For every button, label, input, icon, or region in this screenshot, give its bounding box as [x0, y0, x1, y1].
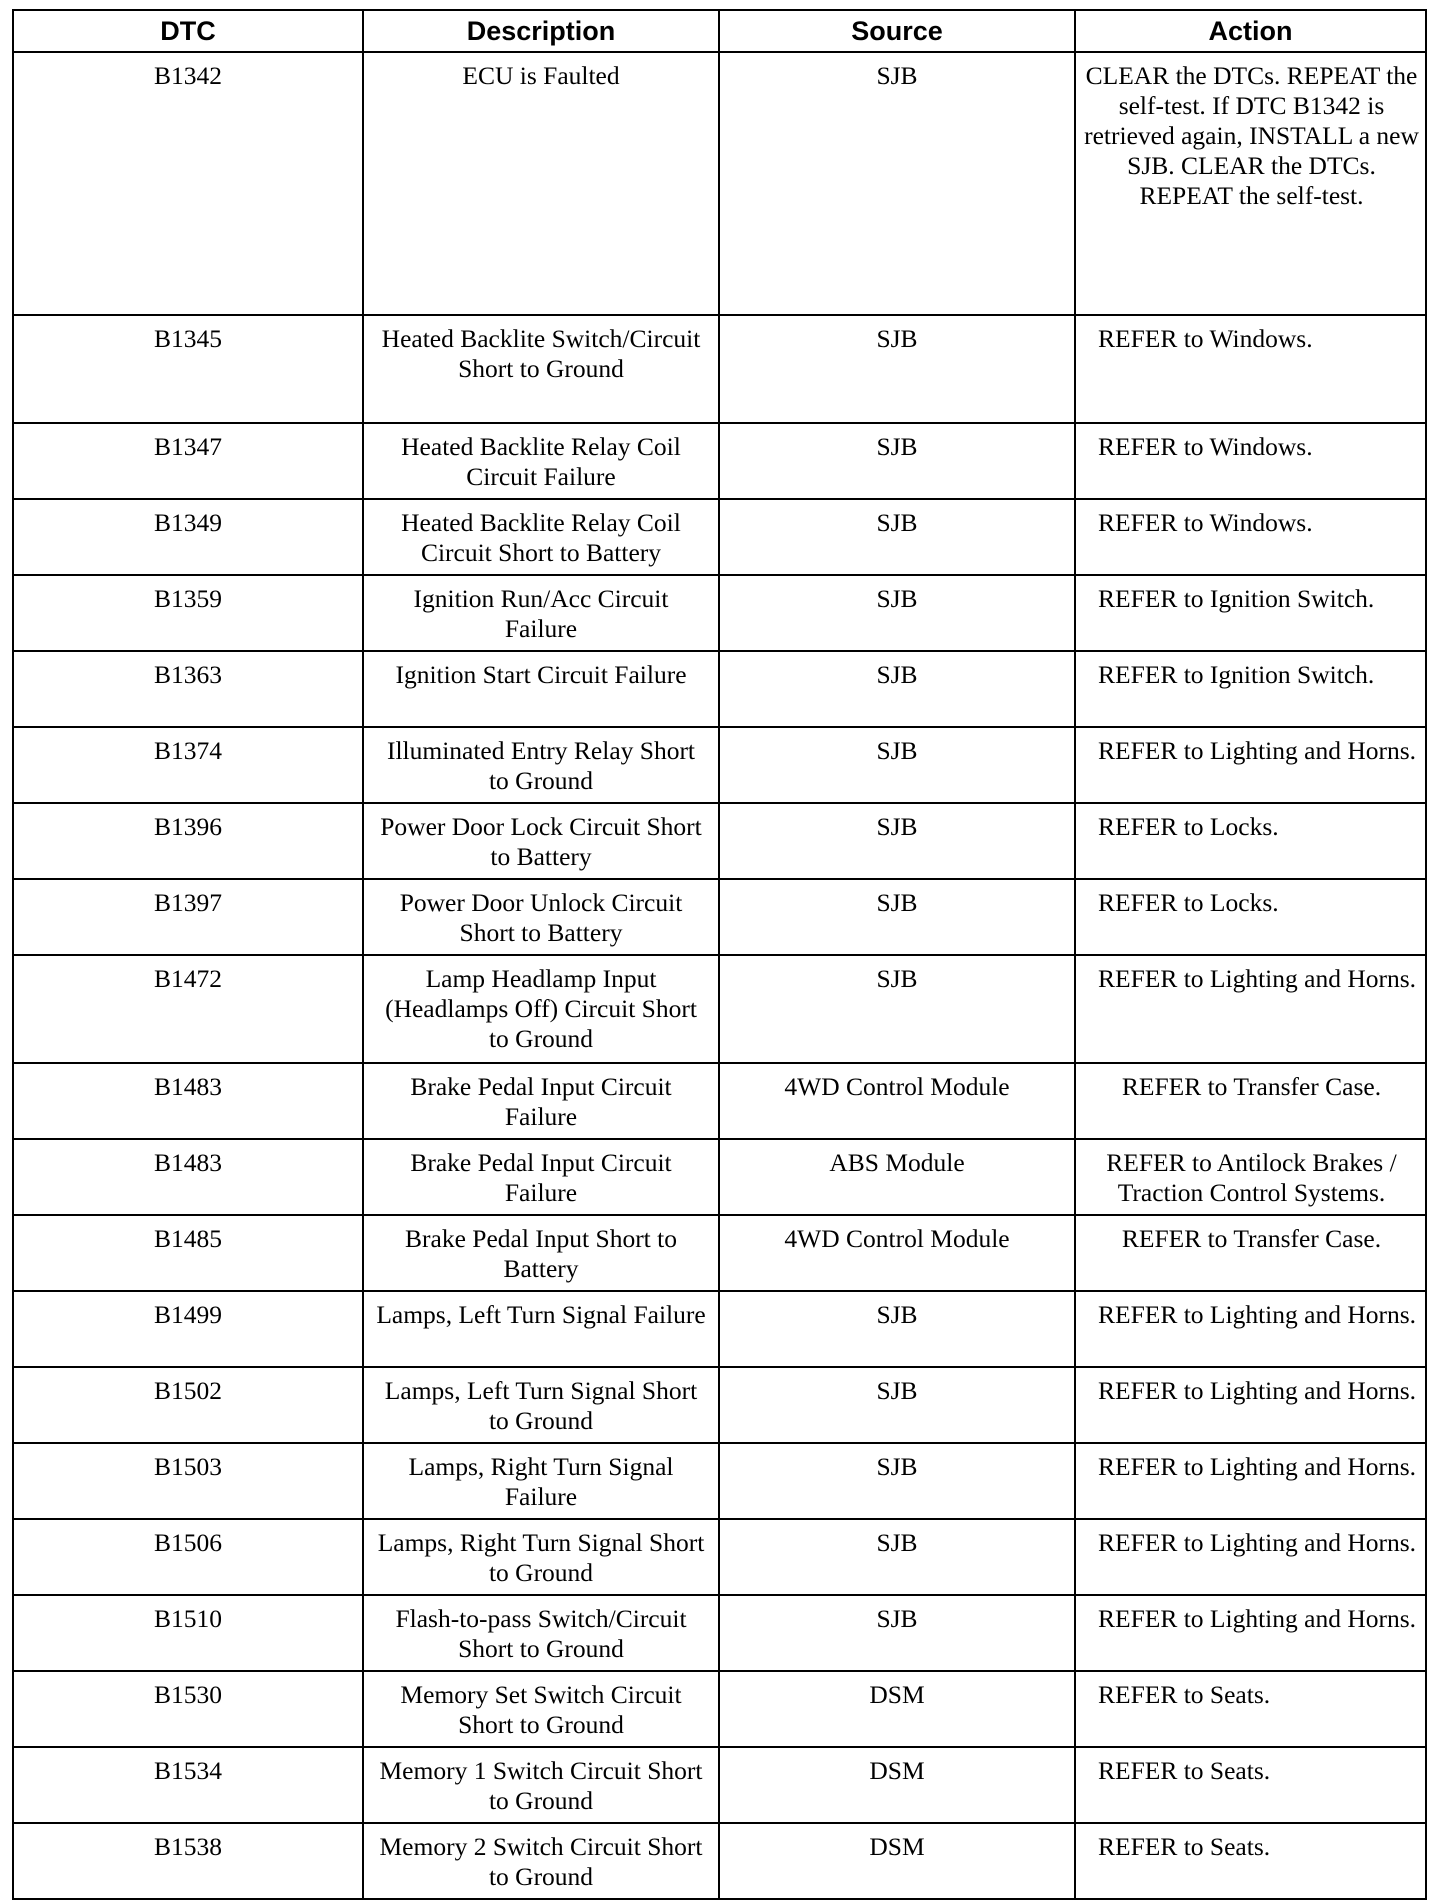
source-cell: SJB	[719, 879, 1075, 955]
description-cell: Memory Set Switch Circuit Short to Ground	[363, 1671, 719, 1747]
description-cell: Lamps, Right Turn Signal Failure	[363, 1443, 719, 1519]
source-cell: SJB	[719, 1367, 1075, 1443]
action-cell: REFER to Ignition Switch.	[1075, 575, 1426, 651]
description-cell: Heated Backlite Switch/Circuit Short to Ground	[363, 315, 719, 423]
table-row	[13, 1215, 1426, 1291]
description-cell: Memory 1 Switch Circuit Short to Ground	[363, 1747, 719, 1823]
action-cell: REFER to Windows.	[1075, 499, 1426, 575]
header-dtc: DTC	[13, 10, 363, 52]
table-row	[13, 423, 1426, 499]
dtc-cell: B1483	[13, 1139, 363, 1215]
action-cell: REFER to Windows.	[1075, 423, 1426, 499]
action-cell: REFER to Lighting and Horns.	[1075, 955, 1426, 1063]
source-cell: SJB	[719, 1519, 1075, 1595]
description-cell: Lamps, Right Turn Signal Short to Ground	[363, 1519, 719, 1595]
dtc-cell: B1503	[13, 1443, 363, 1519]
dtc-cell: B1485	[13, 1215, 363, 1291]
source-cell: DSM	[719, 1747, 1075, 1823]
action-cell: REFER to Locks.	[1075, 879, 1426, 955]
table-row	[13, 1595, 1426, 1671]
source-cell: SJB	[719, 575, 1075, 651]
table-row	[13, 879, 1426, 955]
dtc-cell: B1534	[13, 1747, 363, 1823]
header-row	[13, 10, 1426, 52]
dtc-cell: B1345	[13, 315, 363, 423]
source-cell: DSM	[719, 1823, 1075, 1899]
header-source: Source	[719, 10, 1075, 52]
dtc-cell: B1530	[13, 1671, 363, 1747]
description-cell: Heated Backlite Relay Coil Circuit Short to Battery	[363, 499, 719, 575]
dtc-cell: B1538	[13, 1823, 363, 1899]
dtc-cell: B1510	[13, 1595, 363, 1671]
action-cell: REFER to Transfer Case.	[1075, 1215, 1426, 1291]
dtc-cell: B1483	[13, 1063, 363, 1139]
description-cell: Brake Pedal Input Circuit Failure	[363, 1139, 719, 1215]
header-action: Action	[1075, 10, 1426, 52]
source-cell: ABS Module	[719, 1139, 1075, 1215]
table-row	[13, 651, 1426, 727]
table-row	[13, 803, 1426, 879]
dtc-cell: B1506	[13, 1519, 363, 1595]
table-row	[13, 1291, 1426, 1367]
table-row	[13, 315, 1426, 423]
description-cell: ECU is Faulted	[363, 52, 719, 315]
dtc-table	[12, 9, 1427, 1900]
source-cell: SJB	[719, 803, 1075, 879]
table-row	[13, 1747, 1426, 1823]
table-row	[13, 1671, 1426, 1747]
source-cell: SJB	[719, 1595, 1075, 1671]
dtc-cell: B1349	[13, 499, 363, 575]
source-cell: DSM	[719, 1671, 1075, 1747]
action-cell: REFER to Antilock Brakes / Traction Control Systems.	[1075, 1139, 1426, 1215]
description-cell: Flash-to-pass Switch/Circuit Short to Ground	[363, 1595, 719, 1671]
action-cell: REFER to Lighting and Horns.	[1075, 727, 1426, 803]
table-row	[13, 1519, 1426, 1595]
dtc-cell: B1472	[13, 955, 363, 1063]
dtc-cell: B1396	[13, 803, 363, 879]
source-cell: 4WD Control Module	[719, 1215, 1075, 1291]
action-cell: REFER to Lighting and Horns.	[1075, 1291, 1426, 1367]
source-cell: SJB	[719, 423, 1075, 499]
table-row	[13, 1139, 1426, 1215]
table-row	[13, 1823, 1426, 1899]
header-description: Description	[363, 10, 719, 52]
description-cell: Power Door Unlock Circuit Short to Battery	[363, 879, 719, 955]
source-cell: SJB	[719, 727, 1075, 803]
description-cell: Lamps, Left Turn Signal Failure	[363, 1291, 719, 1367]
dtc-cell: B1359	[13, 575, 363, 651]
source-cell: SJB	[719, 52, 1075, 315]
table-row	[13, 1367, 1426, 1443]
action-cell: CLEAR the DTCs. REPEAT the self-test. If DTC B1342 is retrieved again, INSTALL a new SJB. CLEAR the DTCs. REPEAT the self-test.	[1075, 52, 1426, 315]
description-cell: Illuminated Entry Relay Short to Ground	[363, 727, 719, 803]
action-cell: REFER to Lighting and Horns.	[1075, 1443, 1426, 1519]
description-cell: Ignition Run/Acc Circuit Failure	[363, 575, 719, 651]
table-row	[13, 499, 1426, 575]
action-cell: REFER to Seats.	[1075, 1747, 1426, 1823]
action-cell: REFER to Ignition Switch.	[1075, 651, 1426, 727]
table-row	[13, 727, 1426, 803]
action-cell: REFER to Lighting and Horns.	[1075, 1595, 1426, 1671]
source-cell: 4WD Control Module	[719, 1063, 1075, 1139]
description-cell: Lamps, Left Turn Signal Short to Ground	[363, 1367, 719, 1443]
action-cell: REFER to Windows.	[1075, 315, 1426, 423]
action-cell: REFER to Lighting and Horns.	[1075, 1367, 1426, 1443]
table-row	[13, 1063, 1426, 1139]
dtc-cell: B1374	[13, 727, 363, 803]
dtc-cell: B1342	[13, 52, 363, 315]
dtc-cell: B1397	[13, 879, 363, 955]
dtc-cell: B1347	[13, 423, 363, 499]
table-row	[13, 52, 1426, 315]
description-cell: Power Door Lock Circuit Short to Battery	[363, 803, 719, 879]
action-cell: REFER to Transfer Case.	[1075, 1063, 1426, 1139]
table-row	[13, 955, 1426, 1063]
table-row	[13, 1443, 1426, 1519]
dtc-cell: B1502	[13, 1367, 363, 1443]
source-cell: SJB	[719, 1291, 1075, 1367]
dtc-cell: B1363	[13, 651, 363, 727]
action-cell: REFER to Seats.	[1075, 1671, 1426, 1747]
description-cell: Heated Backlite Relay Coil Circuit Failure	[363, 423, 719, 499]
dtc-cell: B1499	[13, 1291, 363, 1367]
description-cell: Ignition Start Circuit Failure	[363, 651, 719, 727]
description-cell: Brake Pedal Input Circuit Failure	[363, 1063, 719, 1139]
source-cell: SJB	[719, 1443, 1075, 1519]
table-row	[13, 575, 1426, 651]
description-cell: Brake Pedal Input Short to Battery	[363, 1215, 719, 1291]
action-cell: REFER to Seats.	[1075, 1823, 1426, 1899]
description-cell: Memory 2 Switch Circuit Short to Ground	[363, 1823, 719, 1899]
action-cell: REFER to Lighting and Horns.	[1075, 1519, 1426, 1595]
source-cell: SJB	[719, 651, 1075, 727]
action-cell: REFER to Locks.	[1075, 803, 1426, 879]
source-cell: SJB	[719, 499, 1075, 575]
source-cell: SJB	[719, 955, 1075, 1063]
source-cell: SJB	[719, 315, 1075, 423]
description-cell: Lamp Headlamp Input (Headlamps Off) Circuit Short to Ground	[363, 955, 719, 1063]
